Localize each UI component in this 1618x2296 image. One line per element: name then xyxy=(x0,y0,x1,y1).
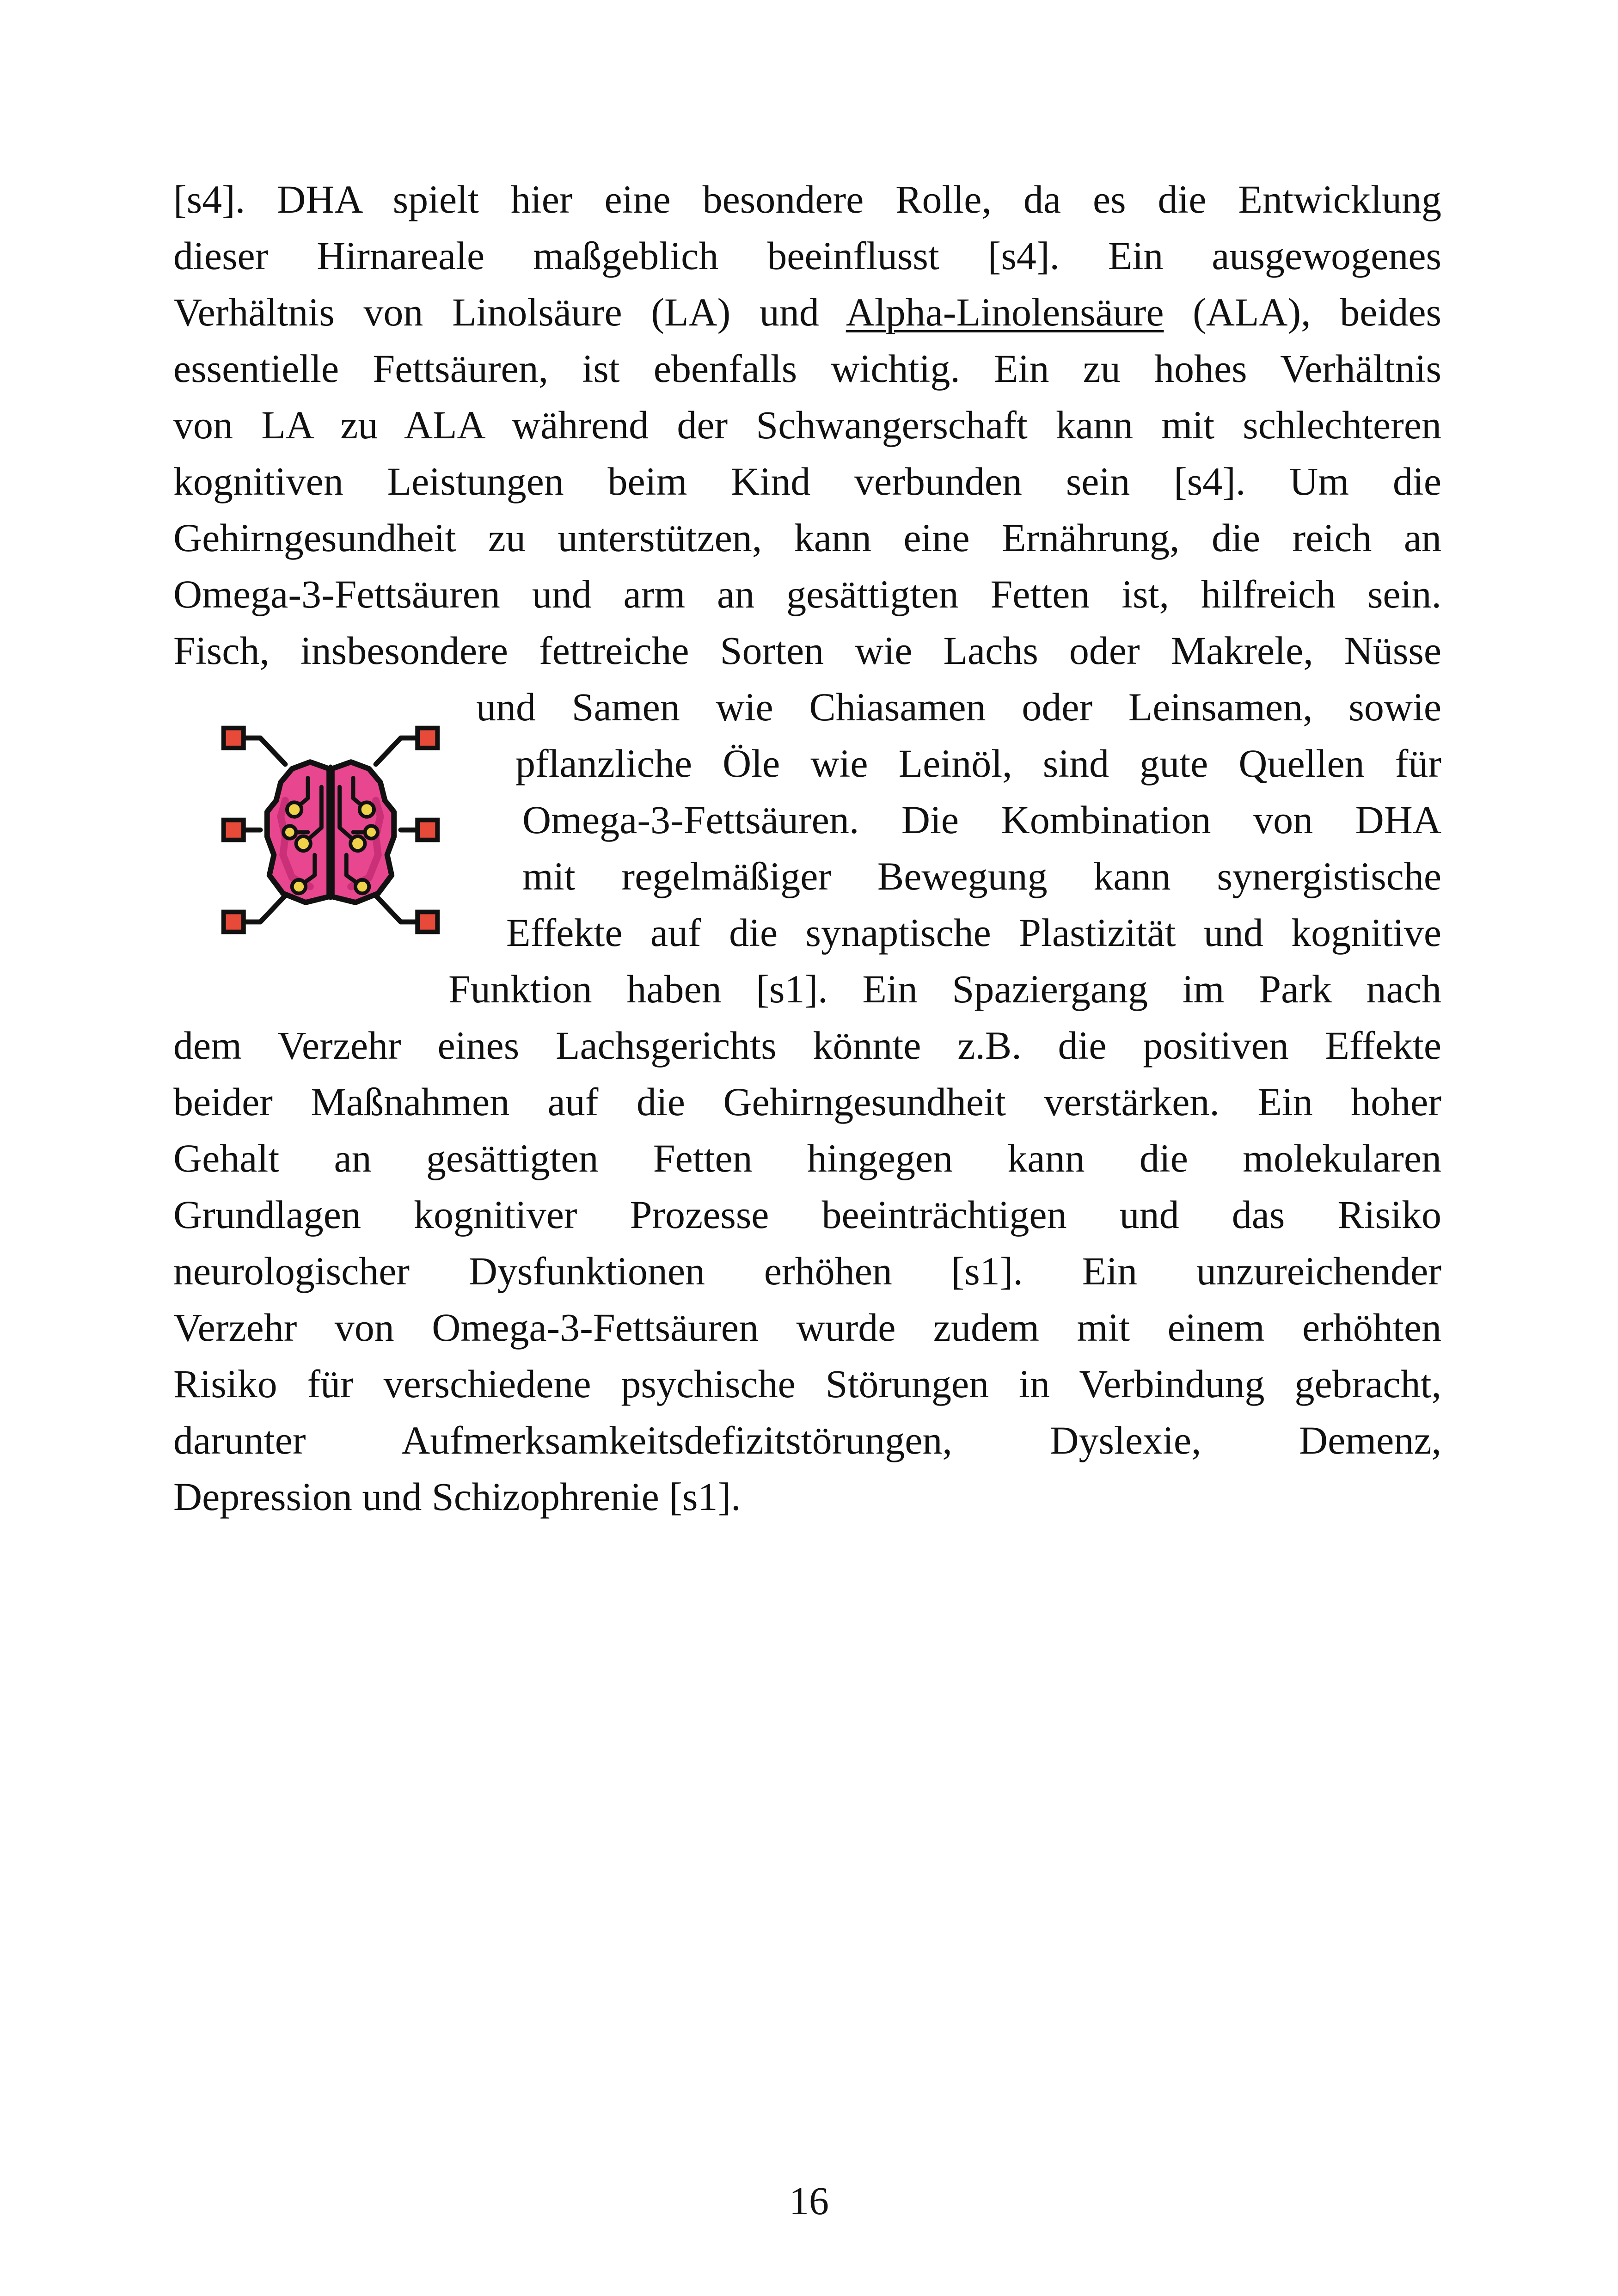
text-line: essentielle Fettsäuren, ist ebenfalls wichtig. Ein zu hohes Verhältnis xyxy=(173,346,1441,391)
text-line: dieser Hirnareale maßgeblich beeinflusst [s4]. Ein ausgewogenes xyxy=(173,233,1441,278)
text-line: Fisch, insbesondere fettreiche Sorten wie Lachs oder Makrele, Nüsse xyxy=(173,628,1441,673)
text-line xyxy=(173,284,1441,340)
text-line: Omega-3-Fettsäuren und arm an gesättigten Fetten ist, hilfreich sein. xyxy=(173,572,1441,616)
text-segment: Verhältnis von Linolsäure (LA) und xyxy=(173,290,846,334)
text-line: [s4]. DHA spielt hier eine besondere Rolle, da es die Entwicklung xyxy=(173,177,1441,221)
text-line: darunter Aufmerksamkeitsdefizitstörungen, Dyslexie, Demenz, xyxy=(173,1418,1441,1462)
brain-circuit-icon xyxy=(217,719,444,945)
text-line: Omega-3-Fettsäuren. Die Kombination von DHA xyxy=(522,798,1441,842)
text-line: dem Verzehr eines Lachsgerichts könnte z.B. die positiven Effekte xyxy=(173,1023,1441,1068)
text-line: beider Maßnahmen auf die Gehirngesundheit verstärken. Ein hoher xyxy=(173,1080,1441,1124)
text-line: Risiko für verschiedene psychische Störungen in Verbindung gebracht, xyxy=(173,1362,1441,1406)
page-number: 16 xyxy=(789,2179,829,2223)
text-line: Gehalt an gesättigten Fetten hingegen kann die molekularen xyxy=(173,1136,1441,1180)
text-line: pflanzliche Öle wie Leinöl, sind gute Quellen für xyxy=(515,741,1441,786)
text-line: und Samen wie Chiasamen oder Leinsamen, sowie xyxy=(476,685,1441,729)
text-segment: (ALA), beides xyxy=(1164,290,1441,334)
alpha-linolenic-acid-link[interactable]: Alpha-Linolensäure xyxy=(846,290,1164,334)
text-line: neurologischer Dysfunktionen erhöhen [s1]. Ein unzureichender xyxy=(173,1249,1441,1293)
text-line: Funktion haben [s1]. Ein Spaziergang im Park nach xyxy=(448,967,1441,1011)
text-line: Verzehr von Omega-3-Fettsäuren wurde zudem mit einem erhöhten xyxy=(173,1305,1441,1350)
text-line: Depression und Schizophrenie [s1]. xyxy=(173,1474,741,1519)
text-line: Effekte auf die synaptische Plastizität und kognitive xyxy=(506,910,1441,955)
text-line: kognitiven Leistungen beim Kind verbunden sein [s4]. Um die xyxy=(173,459,1441,503)
text-line: mit regelmäßiger Bewegung kann synergistische xyxy=(522,854,1441,898)
text-line: Gehirngesundheit zu unterstützen, kann eine Ernährung, die reich an xyxy=(173,516,1441,560)
text-line: Grundlagen kognitiver Prozesse beeinträchtigen und das Risiko xyxy=(173,1192,1441,1237)
text-line: von LA zu ALA während der Schwangerschaft kann mit schlechteren xyxy=(173,403,1441,447)
